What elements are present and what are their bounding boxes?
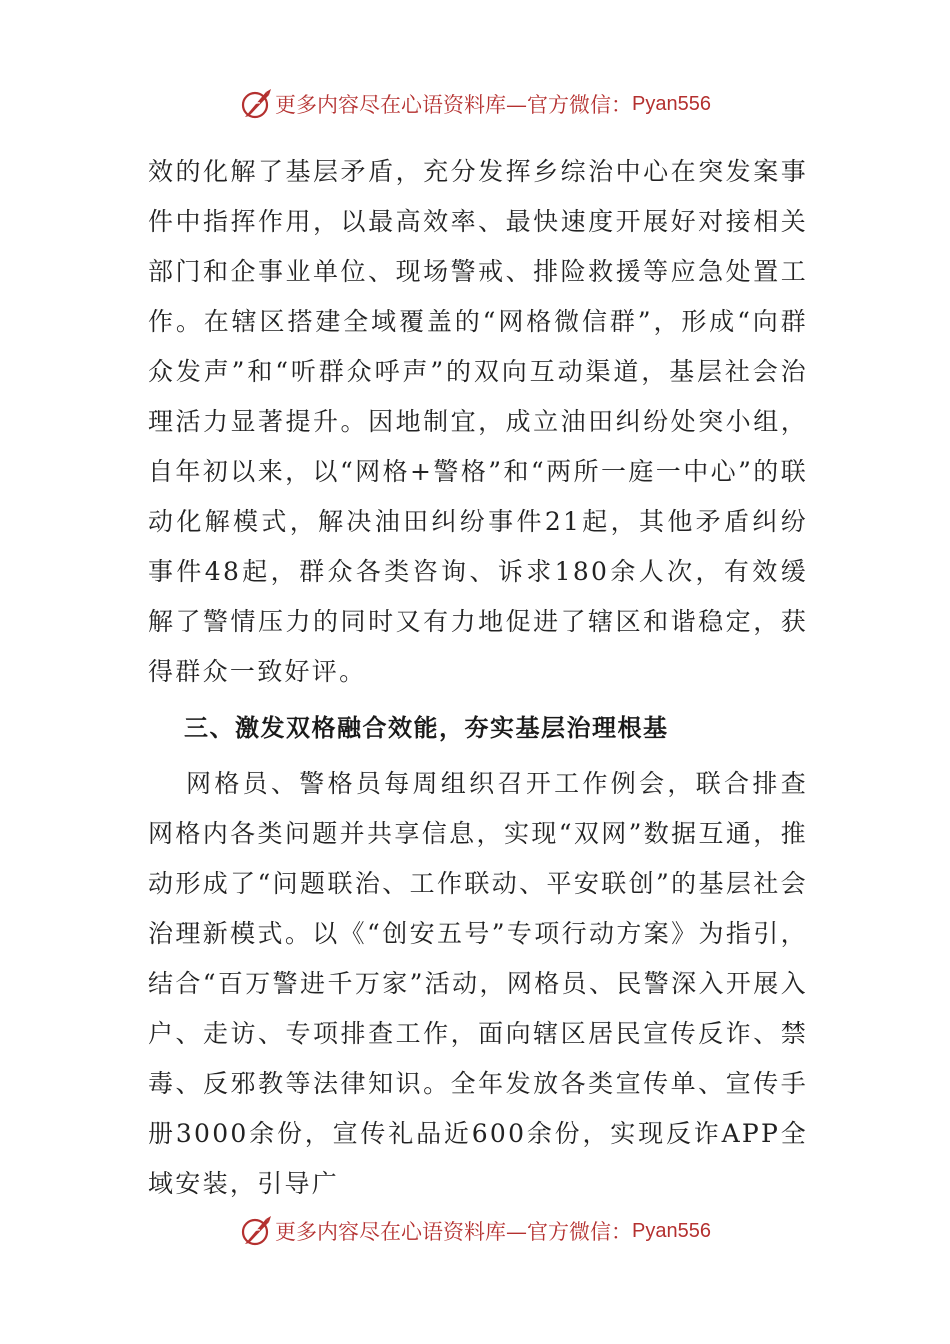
document-body [148,147,808,1209]
banner-wechat-id: Pyan556 [632,1219,711,1242]
paragraph-continued: 效的化解了基层矛盾，充分发挥乡综治中心在突发案事件中指挥作用，以最高效率、最快速度开展好对接相关部门和企事业单位、现场警戒、排险救援等应急处置工作。在辖区搭建全域覆盖的“网格微信群”，形成“向群众发声”和“听群众呼声”的双向互动渠道，基层社会治理活力显著提升。因地制宜，成立油田纠纷处突小组，自年初以来，以“网格+警格”和“两所一庭一中心”的联动化解模式，解决油田纠纷事件21起，其他矛盾纠纷事件48起，群众各类咨询、诉求180余人次，有效缓解了警情压力的同时又有力地促进了辖区和谐稳定，获得群众一致好评。 [148,157,808,686]
banner-wechat-id: Pyan556 [632,92,711,115]
quill-pen-circle-icon [239,1214,273,1248]
section-heading: 三、激发双格融合效能，夯实基层治理根基 [184,714,669,742]
quill-pen-circle-icon [239,87,273,121]
banner-text: 更多内容尽在心语资料库—官方微信： [275,1220,633,1244]
footer-watermark-banner [0,1211,950,1251]
header-watermark-banner [0,84,950,124]
banner-text: 更多内容尽在心语资料库—官方微信： [275,93,633,117]
paragraph-section3: 网格员、警格员每周组织召开工作例会，联合排查网格内各类问题并共享信息，实现“双网”数据互通，推动形成了“问题联治、工作联动、平安联创”的基层社会治理新模式。以《“创安五号”专项行动方案》为指引，结合“百万警进千万家”活动，网格员、民警深入开展入户、走访、专项排查工作，面向辖区居民宣传反诈、禁毒、反邪教等法律知识。全年发放各类宣传单、宣传手册3000余份，宣传礼品近600余份，实现反诈APP全域安装，引导广 [148,769,808,1198]
